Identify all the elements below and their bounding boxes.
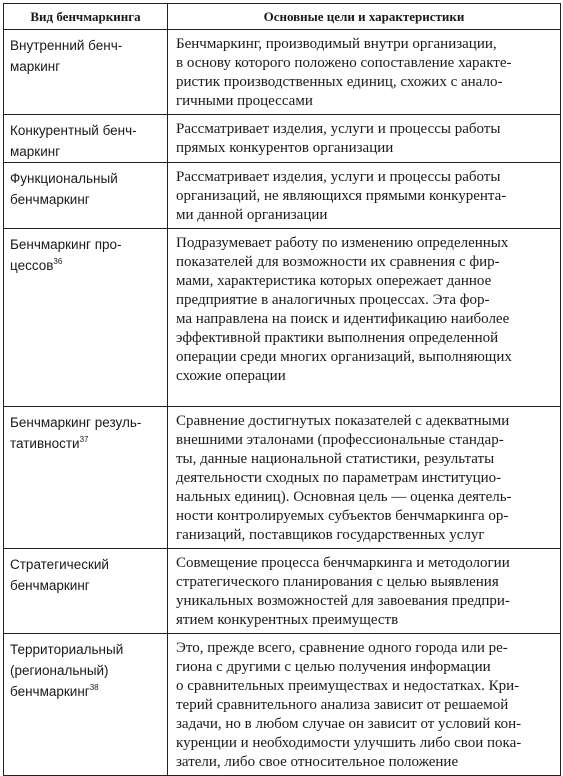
table-header-row <box>4 4 561 30</box>
description-cell <box>168 634 561 776</box>
description-line: ма направлена на поиск и идентификацию наиболее <box>176 311 510 327</box>
description-line: затели, либо свое относительное положение <box>176 754 459 770</box>
benchmarking-type-cell <box>4 163 168 229</box>
benchmarking-type-line: бенчмаркинг <box>10 192 90 207</box>
description-line: ганизаций, поставщиков государственных услуг <box>176 527 485 543</box>
description-line: нальных единиц). Основная цель — оценка деятель- <box>176 489 512 505</box>
description-line: деятельности сходных по параметрам институцио- <box>176 470 502 486</box>
benchmarking-type-line: маркинг <box>10 59 61 74</box>
benchmarking-type-line: Бенчмаркинг резуль- <box>10 415 142 430</box>
benchmarking-type-line: Функциональный <box>10 171 118 186</box>
description-line: о сравнительных преимуществах и недостатках. Кри- <box>176 678 520 694</box>
description-line: Сравнение достигнутых показателей с адекватными <box>176 413 510 429</box>
description-line: схожие операции <box>176 368 286 384</box>
footnote-reference: 37 <box>79 435 89 444</box>
table-row <box>4 634 561 776</box>
table-row <box>4 163 561 229</box>
benchmarking-type-cell <box>4 30 168 115</box>
benchmarking-type-line: Бенчмаркинг про- <box>10 237 122 252</box>
benchmarking-type-cell <box>4 229 168 407</box>
description-line: эффективной практики выполнения определенной <box>176 330 499 346</box>
description-cell <box>168 407 561 549</box>
description-line: Рассматривает изделия, услуги и процессы работы <box>176 169 501 185</box>
table-body <box>4 30 561 776</box>
description-line: Бенчмаркинг, производимый внутри организации, <box>176 36 497 52</box>
description-line: показателей для возможности их сравнения с фир- <box>176 254 500 270</box>
column-header-description: Основные цели и характеристики <box>168 4 561 30</box>
description-line: прямых конкурентов организации <box>176 140 394 156</box>
description-cell <box>168 163 561 229</box>
benchmarking-type-line: Конкурентный бенч- <box>10 123 137 138</box>
description-line: организаций, не являющихся прямыми конкурента- <box>176 188 507 204</box>
description-line: задачи, но в любом случае он зависит от условий кон- <box>176 716 522 732</box>
description-line: гичными процессами <box>176 93 313 109</box>
benchmarking-type-line: Стратегический <box>10 557 109 572</box>
description-line: мами, характеристика которых опережает данное <box>176 273 492 289</box>
description-line: в основу которого положено сопоставление характе- <box>176 55 512 71</box>
description-line: гиона с другими с целью получения информации <box>176 659 491 675</box>
benchmarking-table <box>3 3 561 776</box>
description-line: ятием конкурентных преимуществ <box>176 612 399 628</box>
benchmarking-type-line: тативности$^{37}$ <box>10 435 89 451</box>
footnote-reference: 36 <box>53 257 63 266</box>
description-cell <box>168 549 561 634</box>
table-row <box>4 115 561 163</box>
benchmarking-type-cell <box>4 634 168 776</box>
description-line: куренции и необходимости улучшить либо свои пока- <box>176 735 522 751</box>
description-line: ты, данные национальной статистики, результаты <box>176 451 495 467</box>
benchmarking-type-line: бенчмаркинг$^{38}$ <box>10 683 99 699</box>
table-row <box>4 549 561 634</box>
description-line: ми данной организации <box>176 207 328 223</box>
description-cell <box>168 229 561 407</box>
description-line: терий сравнительного анализа зависит от решаемой <box>176 697 509 713</box>
description-line: ности контролируемых субъектов бенчмаркинга ор- <box>176 508 509 524</box>
table-row <box>4 30 561 115</box>
benchmarking-type-line: бенчмаркинг <box>10 578 90 593</box>
description-cell <box>168 115 561 163</box>
benchmarking-type-line: Территориальный <box>10 642 124 657</box>
benchmarking-type-cell <box>4 407 168 549</box>
benchmarking-type-line: Внутренний бенч- <box>10 38 123 53</box>
description-line: внешними эталонами (профессиональные стандар- <box>176 432 504 448</box>
footnote-reference: 38 <box>89 683 99 692</box>
description-line: ристик производственных единиц, схожих с анало- <box>176 74 503 90</box>
description-line: предприятие в аналогичных процессах. Эта фор- <box>176 292 490 308</box>
description-line: Рассматривает изделия, услуги и процессы работы <box>176 121 501 137</box>
description-line: операции среди многих организаций, выполняющих <box>176 349 512 365</box>
description-line: Совмещение процесса бенчмаркинга и методологии <box>176 555 510 571</box>
benchmarking-type-line: (региональный) <box>10 663 109 678</box>
description-line: Подразумевает работу по изменению определенных <box>176 235 509 251</box>
description-line: Это, прежде всего, сравнение одного города или ре- <box>176 640 508 656</box>
column-header-kind: Вид бенчмаркинга <box>4 4 168 30</box>
benchmarking-type-line: маркинг <box>10 144 61 159</box>
table-row <box>4 407 561 549</box>
benchmarking-type-cell <box>4 549 168 634</box>
benchmarking-type-line: цессов$^{36}$ <box>10 257 63 273</box>
description-line: уникальных возможностей для завоевания предпри- <box>176 593 510 609</box>
table-row <box>4 229 561 407</box>
description-cell <box>168 30 561 115</box>
benchmarking-type-cell <box>4 115 168 163</box>
description-line: стратегического планирования с целью выявления <box>176 574 499 590</box>
